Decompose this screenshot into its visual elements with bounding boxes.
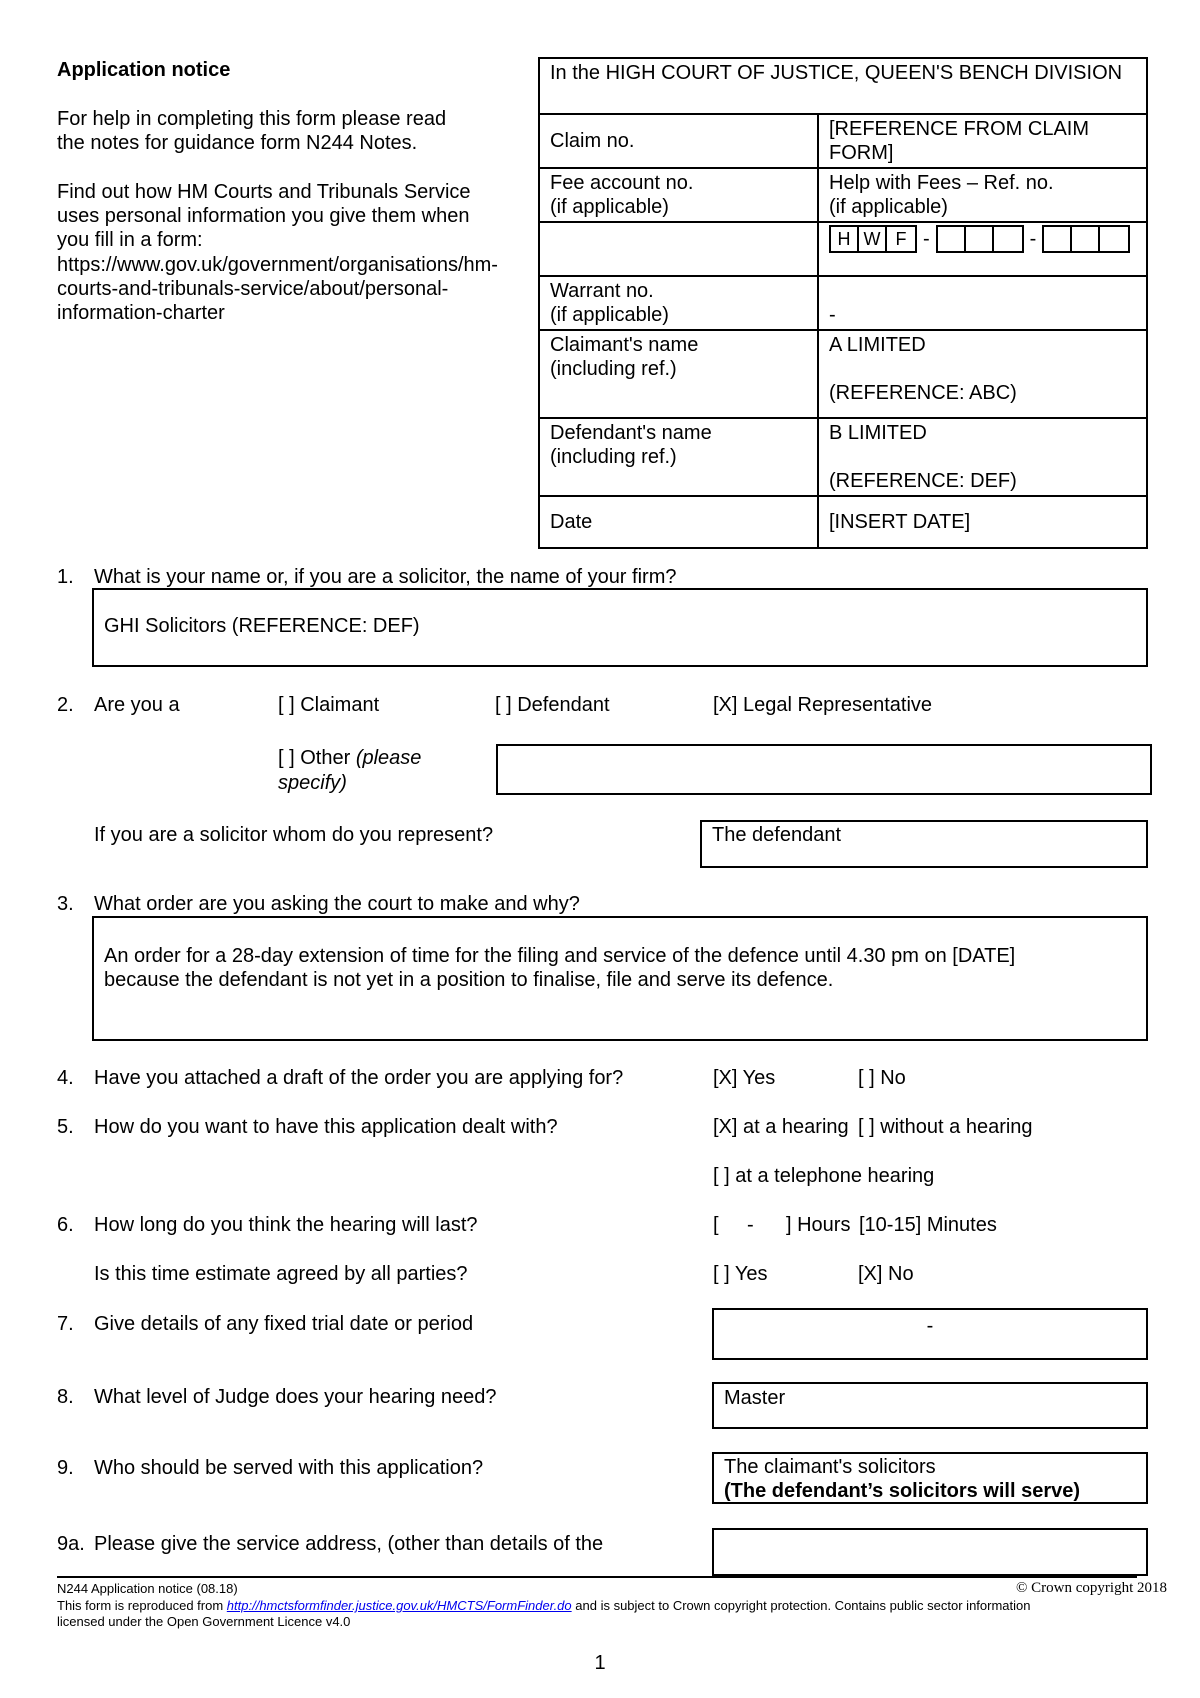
- date-label: Date: [539, 496, 818, 548]
- represent-answer-box[interactable]: [700, 820, 1148, 868]
- option-other-label: [ ] Other: [278, 747, 351, 769]
- defendant-label-line: Defendant's name: [550, 422, 712, 444]
- q7-question: Give details of any fixed trial date or period: [94, 1313, 474, 1335]
- warrant-label-line: Warrant no.: [550, 280, 654, 302]
- footer-licence-line-2: licensed under the Open Government Licence v4.0: [57, 1614, 351, 1629]
- privacy-text-line: uses personal information you give them when: [57, 205, 470, 227]
- warrant-value: -: [818, 276, 1147, 330]
- fee-account-label-line: Fee account no.: [550, 172, 694, 194]
- option-other-note-line: specify): [278, 772, 347, 794]
- agreed-yes-option[interactable]: [ ] Yes: [713, 1263, 768, 1285]
- q3-number: 3.: [57, 893, 74, 915]
- privacy-url-line: https://www.gov.uk/government/organisations/hm-: [57, 254, 498, 276]
- hwf-digit-box[interactable]: [1100, 227, 1128, 251]
- q9-answer-line: The claimant's solicitors: [724, 1456, 936, 1478]
- q1-number: 1.: [57, 566, 74, 588]
- page-number: 1: [594, 1652, 606, 1674]
- hwf-letter: W: [859, 227, 887, 251]
- q8-answer-box[interactable]: [712, 1382, 1148, 1429]
- claimant-label: [539, 330, 818, 418]
- hwf-prefix-boxes: [829, 225, 917, 253]
- hwf-reference-boxes[interactable]: [829, 225, 1130, 253]
- q9a-question: Please give the service address, (other than details of the: [94, 1533, 604, 1555]
- q9-answer-box[interactable]: [712, 1452, 1148, 1504]
- hwf-separator: -: [923, 228, 930, 250]
- q3-answer-line: An order for a 28-day extension of time for the filing and service of the defence until 4.30 pm on [DATE]: [104, 945, 1016, 967]
- hwf-digit-box[interactable]: [994, 227, 1022, 251]
- defendant-label-line: (including ref.): [550, 446, 677, 468]
- fee-account-label-line: (if applicable): [550, 196, 669, 218]
- q9-number: 9.: [57, 1457, 74, 1479]
- q3-question: What order are you asking the court to make and why?: [94, 893, 580, 915]
- q4-question: Have you attached a draft of the order you are applying for?: [94, 1067, 624, 1089]
- q6-number: 6.: [57, 1214, 74, 1236]
- q5-hearing-option[interactable]: [X] at a hearing: [713, 1116, 849, 1138]
- help-with-fees-label-line: (if applicable): [829, 196, 948, 218]
- form-finder-link[interactable]: http://hmctsformfinder.justice.gov.uk/HMCTS/FormFinder.do: [226, 1598, 572, 1613]
- footer-copyright: © Crown copyright 2018: [1016, 1580, 1167, 1596]
- privacy-text-line: you fill in a form:: [57, 229, 203, 251]
- q3-answer-box[interactable]: [92, 916, 1148, 1041]
- q7-number: 7.: [57, 1313, 74, 1335]
- option-other[interactable]: [278, 746, 421, 770]
- hwf-ref-cell: [818, 222, 1147, 276]
- hours-open-bracket: [: [713, 1214, 719, 1236]
- q1-answer: GHI Solicitors (REFERENCE: DEF): [104, 615, 420, 637]
- hwf-digit-box[interactable]: [1072, 227, 1100, 251]
- help-text-line: For help in completing this form please read: [57, 108, 447, 130]
- option-other-note: (please: [355, 747, 422, 769]
- q2-number: 2.: [57, 694, 74, 716]
- help-text-line: the notes for guidance form N244 Notes.: [57, 132, 418, 154]
- q5-telephone-option[interactable]: [ ] at a telephone hearing: [713, 1165, 935, 1187]
- option-claimant[interactable]: [ ] Claimant: [278, 694, 380, 716]
- option-legal-representative[interactable]: [X] Legal Representative: [713, 694, 933, 716]
- privacy-url-line: information-charter: [57, 302, 225, 324]
- q9a-answer-box[interactable]: [712, 1528, 1148, 1576]
- case-details-table: [538, 57, 1148, 549]
- claimant-label-line: (including ref.): [550, 358, 677, 380]
- represent-answer: The defendant: [712, 824, 841, 846]
- q8-number: 8.: [57, 1386, 74, 1408]
- q4-no-option[interactable]: [ ] No: [858, 1067, 906, 1089]
- q5-without-hearing-option[interactable]: [ ] without a hearing: [858, 1116, 1033, 1138]
- defendant-value: [818, 418, 1147, 496]
- q9-answer-note: (The defendant’s solicitors will serve): [724, 1480, 1081, 1502]
- q5-question: How do you want to have this application dealt with?: [94, 1116, 558, 1138]
- q1-answer-box[interactable]: [92, 588, 1148, 667]
- hours-value[interactable]: -: [747, 1214, 754, 1236]
- date-value: [INSERT DATE]: [818, 496, 1147, 548]
- q6-question: How long do you think the hearing will last?: [94, 1214, 478, 1236]
- claimant-value: [818, 330, 1147, 418]
- q7-answer-box[interactable]: [712, 1308, 1148, 1360]
- minutes-value[interactable]: [10-15] Minutes: [859, 1214, 997, 1236]
- q4-yes-option[interactable]: [X] Yes: [713, 1067, 776, 1089]
- q5-number: 5.: [57, 1116, 74, 1138]
- warrant-label-line: (if applicable): [550, 304, 669, 326]
- q4-number: 4.: [57, 1067, 74, 1089]
- hwf-letter: H: [831, 227, 859, 251]
- hwf-number-boxes-1[interactable]: [936, 225, 1024, 253]
- hwf-letter: F: [895, 229, 907, 249]
- claim-no-value: [REFERENCE FROM CLAIM FORM]: [818, 114, 1147, 168]
- q7-answer: -: [926, 1315, 934, 1337]
- defendant-name: B LIMITED: [829, 422, 927, 444]
- footer-suffix: and is subject to Crown copyright protection. Contains public sector information: [575, 1598, 1031, 1613]
- option-defendant[interactable]: [ ] Defendant: [495, 694, 610, 716]
- footer-prefix: This form is reproduced from: [57, 1598, 224, 1613]
- hwf-separator: -: [1029, 228, 1037, 250]
- warrant-label: [539, 276, 818, 330]
- claimant-name: A LIMITED: [829, 334, 926, 356]
- help-with-fees-label-line: Help with Fees – Ref. no.: [829, 172, 1054, 194]
- footer-divider: [57, 1576, 1137, 1578]
- q2-question: Are you a: [94, 694, 180, 716]
- privacy-text-line: Find out how HM Courts and Tribunals Service: [57, 181, 471, 203]
- claimant-ref: (REFERENCE: ABC): [829, 382, 1017, 404]
- help-with-fees-label: [818, 168, 1147, 222]
- claim-no-label: Claim no.: [539, 114, 818, 168]
- agreed-no-option[interactable]: [X] No: [858, 1263, 914, 1285]
- claimant-label-line: Claimant's name: [550, 334, 699, 356]
- fee-account-label: [539, 168, 818, 222]
- agreed-question: Is this time estimate agreed by all parties?: [94, 1263, 468, 1285]
- other-specify-box[interactable]: [496, 744, 1152, 795]
- hwf-digit-box[interactable]: [966, 227, 994, 251]
- q1-question: What is your name or, if you are a solicitor, the name of your firm?: [94, 566, 677, 588]
- hwf-digit-box[interactable]: [938, 227, 966, 251]
- privacy-url-line: courts-and-tribunals-service/about/personal-: [57, 278, 449, 300]
- represent-question: If you are a solicitor whom do you represent?: [94, 824, 494, 846]
- court-name: In the HIGH COURT OF JUSTICE, QUEEN'S BENCH DIVISION: [539, 58, 1147, 114]
- q8-question: What level of Judge does your hearing need?: [94, 1386, 497, 1408]
- q9-question: Who should be served with this application?: [94, 1457, 484, 1479]
- q3-answer-line: because the defendant is not yet in a position to finalise, file and serve its defence.: [104, 969, 834, 991]
- form-title: Application notice: [57, 59, 231, 81]
- defendant-label: [539, 418, 818, 496]
- q8-answer: Master: [724, 1387, 786, 1409]
- hours-label: ] Hours: [786, 1214, 851, 1236]
- defendant-ref: (REFERENCE: DEF): [829, 470, 1017, 492]
- hwf-digit-box[interactable]: [1044, 227, 1072, 251]
- hwf-number-boxes-2[interactable]: [1042, 225, 1130, 253]
- q9a-number: 9a.: [57, 1533, 85, 1555]
- fee-account-value[interactable]: [539, 222, 818, 276]
- footer-licence-line: [57, 1598, 1031, 1614]
- footer-form-id: N244 Application notice (08.18): [57, 1581, 238, 1596]
